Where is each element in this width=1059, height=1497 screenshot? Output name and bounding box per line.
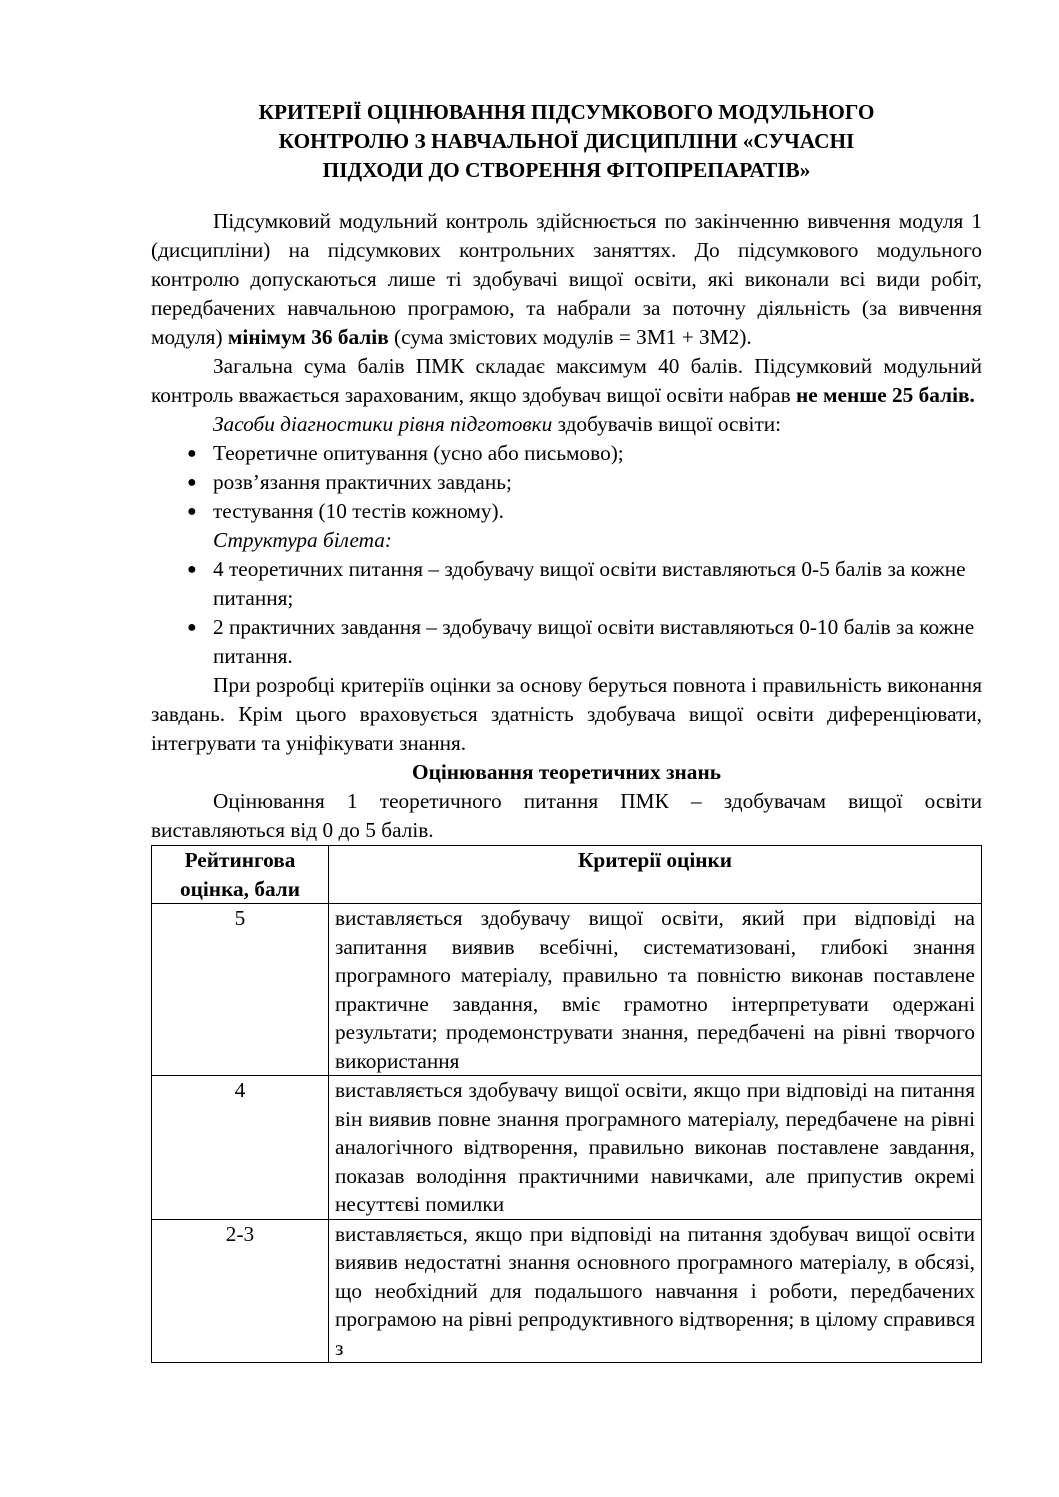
paragraph-theory-scale: Оцінювання 1 теоретичного питання ПМК – здобувачам вищої освіти виставляються від 0 до 5 балів. bbox=[151, 789, 982, 842]
row-criteria: виставляється здобувачу вищої освіти, якщо при відповіді на питання він виявив повне знання програмного матеріалу, передбачене на рівні аналогічного відтворення, правильно виконав поставлене завдання, показав володіння практичними навичками, але припустив окремі несуттєві помилки bbox=[329, 1076, 982, 1220]
bullet-icon: ● bbox=[187, 561, 197, 578]
structure-label: Структура білета: bbox=[213, 528, 393, 552]
row-score: 2-3 bbox=[152, 1219, 329, 1363]
row-criteria: виставляється здобувачу вищої освіти, який при відповіді на запитання виявив всебічні, систематизовані, глибокі знання програмного матеріалу, правильно та повністю виконав поставлене практичне завдання, вміє грамотно інтерпретувати одержані результати; продемонструвати знання, передбачені на рівні творчого використання bbox=[329, 904, 982, 1076]
bullet-icon: ● bbox=[187, 619, 197, 636]
title-line-2: КОНТРОЛЮ З НАВЧАЛЬНОЇ ДИСЦИПЛІНИ «СУЧАСНІ bbox=[278, 129, 855, 153]
bullet-icon: ● bbox=[187, 445, 197, 462]
header-score: Рейтингова оцінка, бали bbox=[152, 846, 329, 904]
section-title: Оцінювання теоретичних знань bbox=[412, 760, 721, 784]
title-line-1: КРИТЕРІЇ ОЦІНЮВАННЯ ПІДСУМКОВОГО МОДУЛЬНОГО bbox=[258, 100, 875, 124]
min-points: мінімум 36 балів bbox=[227, 325, 389, 349]
document-title bbox=[181, 98, 952, 207]
structure-list bbox=[151, 555, 982, 671]
paragraph-admission: Підсумковий модульний контроль здійснюється по закінченню вивчення модуля 1 (дисципліни) на підсумкових контрольних заняттях. До підсумкового модульного контролю допускаються лише ті здобувачі вищої освіти, які виконали всі види робіт, передбачених навчальною програмою, та набрали за поточну діяльність (за вивчення модуля) мінімум 36 балів (сума змістових модулів = ЗМ1 + ЗМ2). bbox=[151, 209, 982, 349]
row-score: 5 bbox=[152, 904, 329, 1076]
title-line-3: ПІДХОДИ ДО СТВОРЕННЯ ФІТОПРЕПАРАТІВ» bbox=[322, 158, 811, 182]
table-row bbox=[152, 1076, 982, 1220]
row-criteria: виставляється, якщо при відповіді на питання здобувач вищої освіти виявив недостатні знання основного програмного матеріалу, в обсязі, що необхідний для подальшого навчання і роботи, передбачених програмою на рівні репродуктивного відтворення; в цілому справився з bbox=[329, 1219, 982, 1363]
list-item: ● 2 практичних завдання – здобувачу вищої освіти виставляються 0-10 балів за кожне питання. bbox=[187, 615, 975, 668]
bullet-icon: ● bbox=[187, 474, 197, 491]
list-item: ● тестування (10 тестів кожному). bbox=[151, 497, 982, 526]
list-item: ● розв’язання практичних завдань; bbox=[151, 468, 982, 497]
header-criteria: Критерії оцінки bbox=[329, 846, 982, 904]
paragraph-criteria-basis: При розробці критеріїв оцінки за основу беруться повнота і правильність виконання завдань. Крім цього враховується здатність здобувача вищої освіти диференціювати, інтегрувати та уніфікувати знання. bbox=[151, 673, 982, 755]
list-item: ● Теоретичне опитування (усно або письмово); bbox=[151, 439, 982, 468]
table-header-row bbox=[152, 846, 982, 904]
list-item: ● 4 теоретичних питання – здобувачу вищої освіти виставляються 0-5 балів за кожне питання; bbox=[187, 557, 966, 610]
pass-points: не менше 25 балів. bbox=[796, 383, 975, 407]
criteria-table bbox=[151, 845, 982, 1363]
bullet-icon: ● bbox=[187, 503, 197, 520]
table-row bbox=[152, 1219, 982, 1363]
row-score: 4 bbox=[152, 1076, 329, 1220]
paragraph-diagnostics: Засоби діагностики рівня підготовки здобувачів вищої освіти: bbox=[213, 412, 782, 436]
table-row bbox=[152, 904, 982, 1076]
diagnostics-list bbox=[151, 439, 982, 526]
document-page bbox=[151, 98, 982, 1363]
paragraph-total: Загальна сума балів ПМК складає максимум 40 балів. Підсумковий модульний контроль вважається зарахованим, якщо здобувач вищої освіти набрав не менше 25 балів. bbox=[151, 354, 982, 407]
